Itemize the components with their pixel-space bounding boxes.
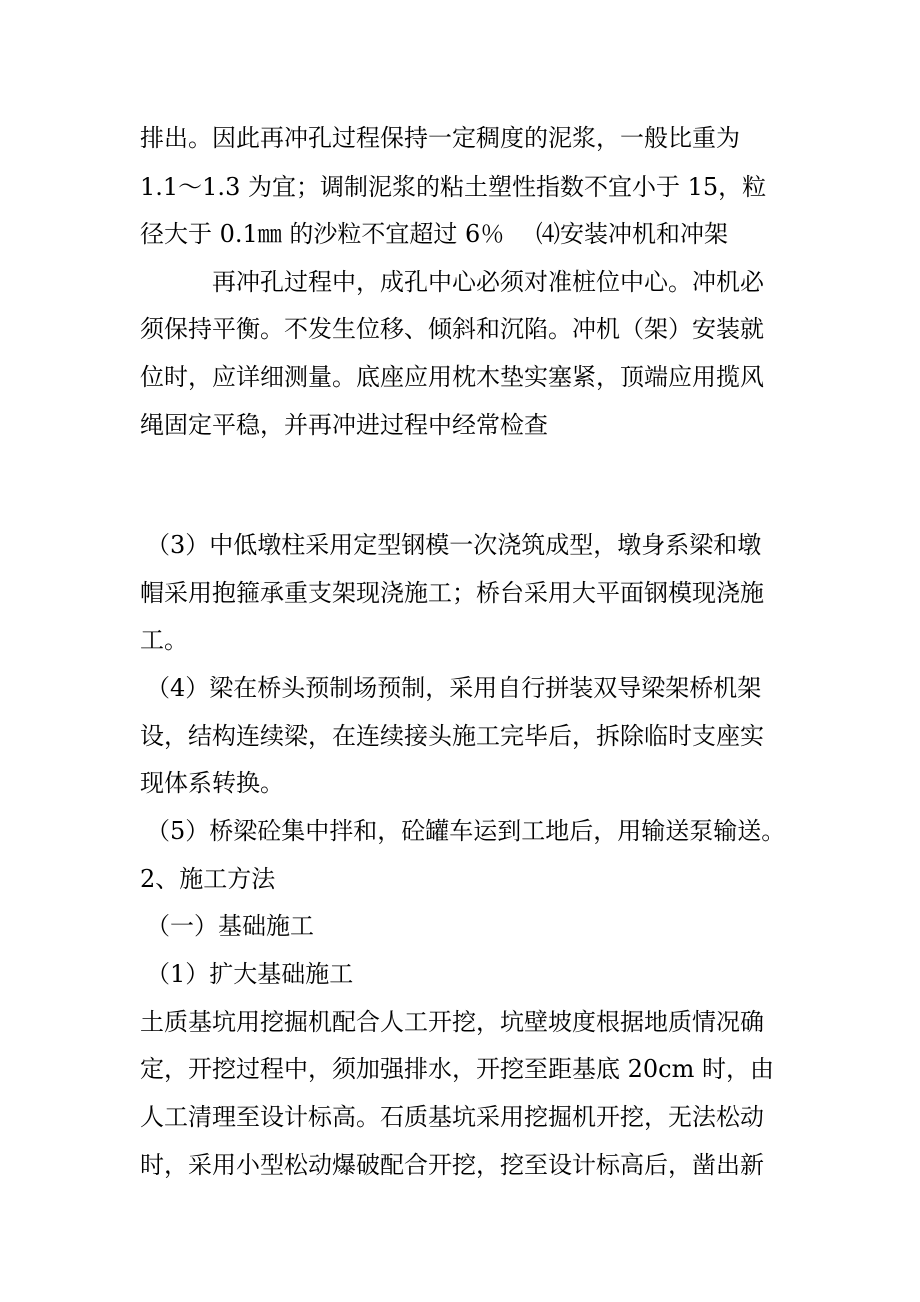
paragraph-line: 设，结构连续梁，在连续接头施工完毕后，拆除临时支座实 [140, 722, 764, 750]
paragraph-line: （5）桥梁砼集中拌和，砼罐车运到工地后，用输送泵输送。 [146, 817, 786, 845]
subsection-heading: （一）基础施工 [146, 912, 314, 940]
paragraph-line: （3）中低墩柱采用定型钢模一次浇筑成型，墩身系梁和墩 [146, 531, 762, 559]
paragraph-line: 工。 [140, 626, 188, 654]
paragraph-line: 再冲孔过程中，成孔中心必须对准桩位中心。冲机必 [212, 268, 764, 296]
section-heading: 2、施工方法 [140, 865, 276, 893]
paragraph-line: （4）梁在桥头预制场预制，采用自行拼装双导梁架桥机架 [146, 674, 762, 702]
paragraph-line: 排出。因此再冲孔过程保持一定稠度的泥浆，一般比重为 [140, 124, 740, 152]
paragraph-line: 1.1～1.3 为宜；调制泥浆的粘土塑性指数不宜小于 15，粒 [140, 173, 767, 201]
paragraph-line: 土质基坑用挖掘机配合人工开挖，坑壁坡度根据地质情况确 [140, 1008, 764, 1036]
paragraph-line: 径大于 0.1㎜ 的沙粒不宜超过 6％ ⑷安装冲机和冲架 [140, 220, 728, 248]
paragraph-line: 现体系转换。 [140, 769, 284, 797]
paragraph-line: 时，采用小型松动爆破配合开挖，挖至设计标高后，凿出新 [140, 1151, 764, 1179]
paragraph-line: 须保持平衡。不发生位移、倾斜和沉陷。冲机（架）安装就 [140, 315, 764, 343]
paragraph-line: 绳固定平稳，并再冲进过程中经常检查 [140, 411, 548, 439]
paragraph-line: 定，开挖过程中，须加强排水，开挖至距基底 20cm 时，由 [140, 1055, 774, 1083]
paragraph-line: 人工清理至设计标高。石质基坑采用挖掘机开挖，无法松动 [140, 1103, 764, 1131]
subsection-heading: （1）扩大基础施工 [146, 960, 354, 988]
paragraph-line: 帽采用抱箍承重支架现浇施工；桥台采用大平面钢模现浇施 [140, 579, 764, 607]
paragraph-line: 位时，应详细测量。底座应用枕木垫实塞紧，顶端应用揽风 [140, 363, 764, 391]
